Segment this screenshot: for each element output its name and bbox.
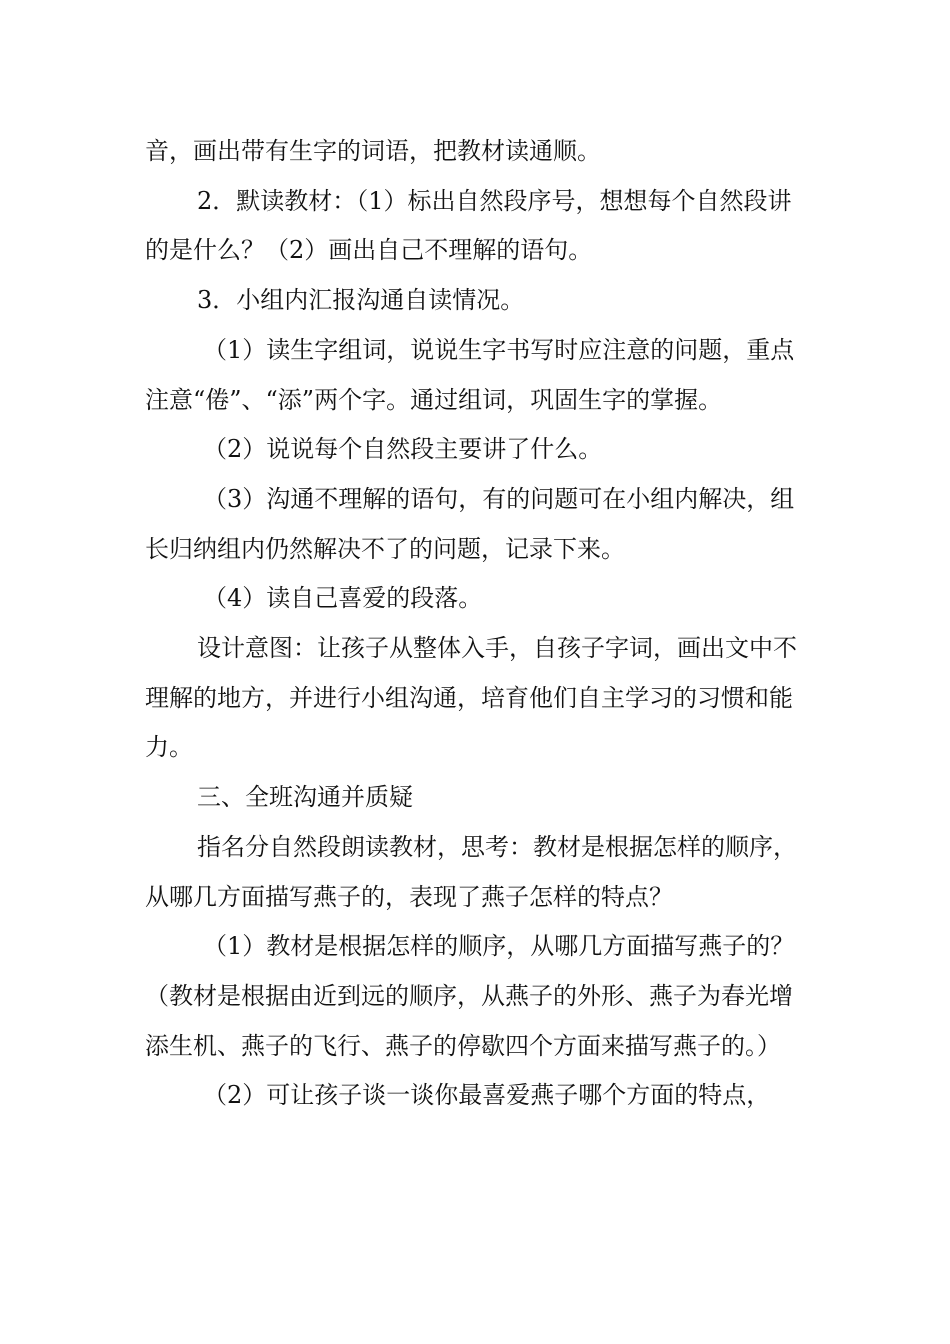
paragraph-continuation: 音，画出带有生字的词语，把教材读通顺。: [145, 137, 601, 165]
paragraph-step-3: 3．小组内汇报沟通自读情况。: [197, 286, 525, 315]
document-body: [145, 127, 810, 1121]
paragraph-item-2: （2）说说每个自然段主要讲了什么。: [203, 435, 603, 464]
paragraph-design-intent: 设计意图：让孩子从整体入手，自孩子字词，画出文中不理解的地方，并进行小组沟通，培育他们自主学习的习惯和能力。: [145, 634, 797, 762]
paragraph-item-4: （4）读自己喜爱的段落。: [203, 584, 483, 613]
paragraph-item-3: （3）沟通不理解的语句，有的问题可在小组内解决，组长归纳组内仍然解决不了的问题，记录下来。: [145, 484, 795, 563]
paragraph-question-1: （1）教材是根据怎样的顺序，从哪几方面描写燕子的？（教材是根据由近到远的顺序，从燕子的外形、燕子为春光增添生机、燕子的飞行、燕子的停歇四个方面来描写燕子的。）: [145, 932, 795, 1060]
paragraph-step-2: 2．默读教材：（1）标出自然段序号，想想每个自然段讲的是什么？（2）画出自己不理解的语句。: [145, 186, 792, 265]
paragraph-reading-task: 指名分自然段朗读教材，思考：教材是根据怎样的顺序，从哪几方面描写燕子的，表现了燕子怎样的特点？: [145, 832, 797, 911]
section-heading-3: 三、全班沟通并质疑: [197, 783, 413, 812]
paragraph-item-1: （1）读生字组词，说说生字书写时应注意的问题，重点注意“倦”、“添”两个字。通过组词，巩固生字的掌握。: [145, 335, 795, 414]
paragraph-question-2: （2）可让孩子谈一谈你最喜爱燕子哪个方面的特点，: [203, 1081, 771, 1110]
